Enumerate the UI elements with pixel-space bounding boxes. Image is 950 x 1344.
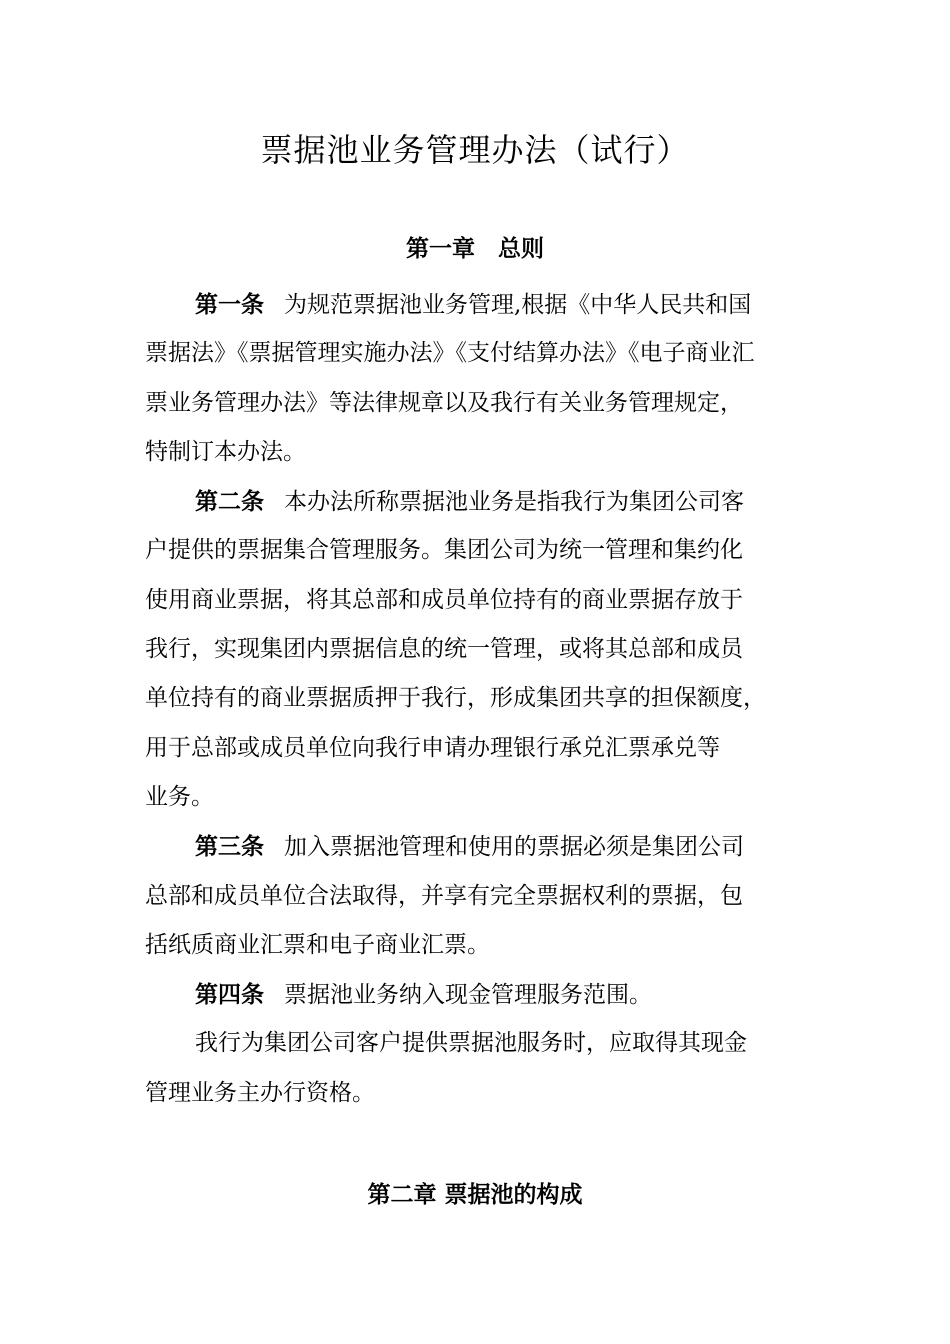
chapter-heading-2: 第二章 票据池的构成 bbox=[367, 1181, 583, 1208]
paragraph-line-1: 我行为集团公司客户提供票据池服务时，应取得其现金 bbox=[195, 1030, 747, 1057]
article-2-line-1 bbox=[145, 477, 825, 526]
article-3-line-3: 括纸质商业汇票和电子商业汇票。 bbox=[145, 931, 490, 958]
article-2-line-5: 单位持有的商业票据质押于我行，形成集团共享的担保额度， bbox=[145, 685, 766, 712]
article-3-label: 第三条 bbox=[195, 833, 264, 861]
article-2-line-6: 用于总部或成员单位向我行申请办理银行承兑汇票承兑等 bbox=[145, 734, 720, 761]
chapter-heading-1: 第一章 总则 bbox=[406, 235, 544, 262]
article-2-line-2: 户提供的票据集合管理服务。集团公司为统一管理和集约化 bbox=[145, 537, 743, 564]
article-4-line-1 bbox=[145, 970, 825, 1019]
article-1-line-2: 票据法》《票据管理实施办法》《支付结算办法》《电子商业汇 bbox=[145, 340, 755, 367]
document-body bbox=[145, 280, 825, 1118]
article-3-text: 加入票据池管理和使用的票据必须是集团公司 bbox=[284, 834, 744, 861]
article-1-line-1 bbox=[145, 280, 825, 329]
article-4-text: 票据池业务纳入现金管理服务范围。 bbox=[284, 982, 652, 1009]
article-1-line-3: 票业务管理办法》等法律规章以及我行有关业务管理规定， bbox=[145, 389, 743, 416]
paragraph-line-2: 管理业务主办行资格。 bbox=[145, 1079, 375, 1106]
article-4-label: 第四条 bbox=[195, 981, 264, 1009]
article-2-label: 第二条 bbox=[195, 488, 264, 516]
article-3-line-2: 总部和成员单位合法取得，并享有完全票据权利的票据，包 bbox=[145, 882, 743, 909]
article-2-line-4: 我行，实现集团内票据信息的统一管理，或将其总部和成员 bbox=[145, 636, 743, 663]
article-1-line-4: 特制订本办法。 bbox=[145, 438, 306, 465]
article-1-label: 第一条 bbox=[195, 291, 264, 318]
article-2-line-3: 使用商业票据，将其总部和成员单位持有的商业票据存放于 bbox=[145, 586, 743, 613]
document-title: 票据池业务管理办法（试行） bbox=[260, 131, 690, 169]
article-2-text: 本办法所称票据池业务是指我行为集团公司客 bbox=[284, 489, 744, 516]
article-1-text: 为规范票据池业务管理,根据《中华人民共和国 bbox=[284, 292, 752, 318]
article-3-line-1 bbox=[145, 822, 825, 871]
article-2-line-7: 业务。 bbox=[145, 783, 214, 810]
